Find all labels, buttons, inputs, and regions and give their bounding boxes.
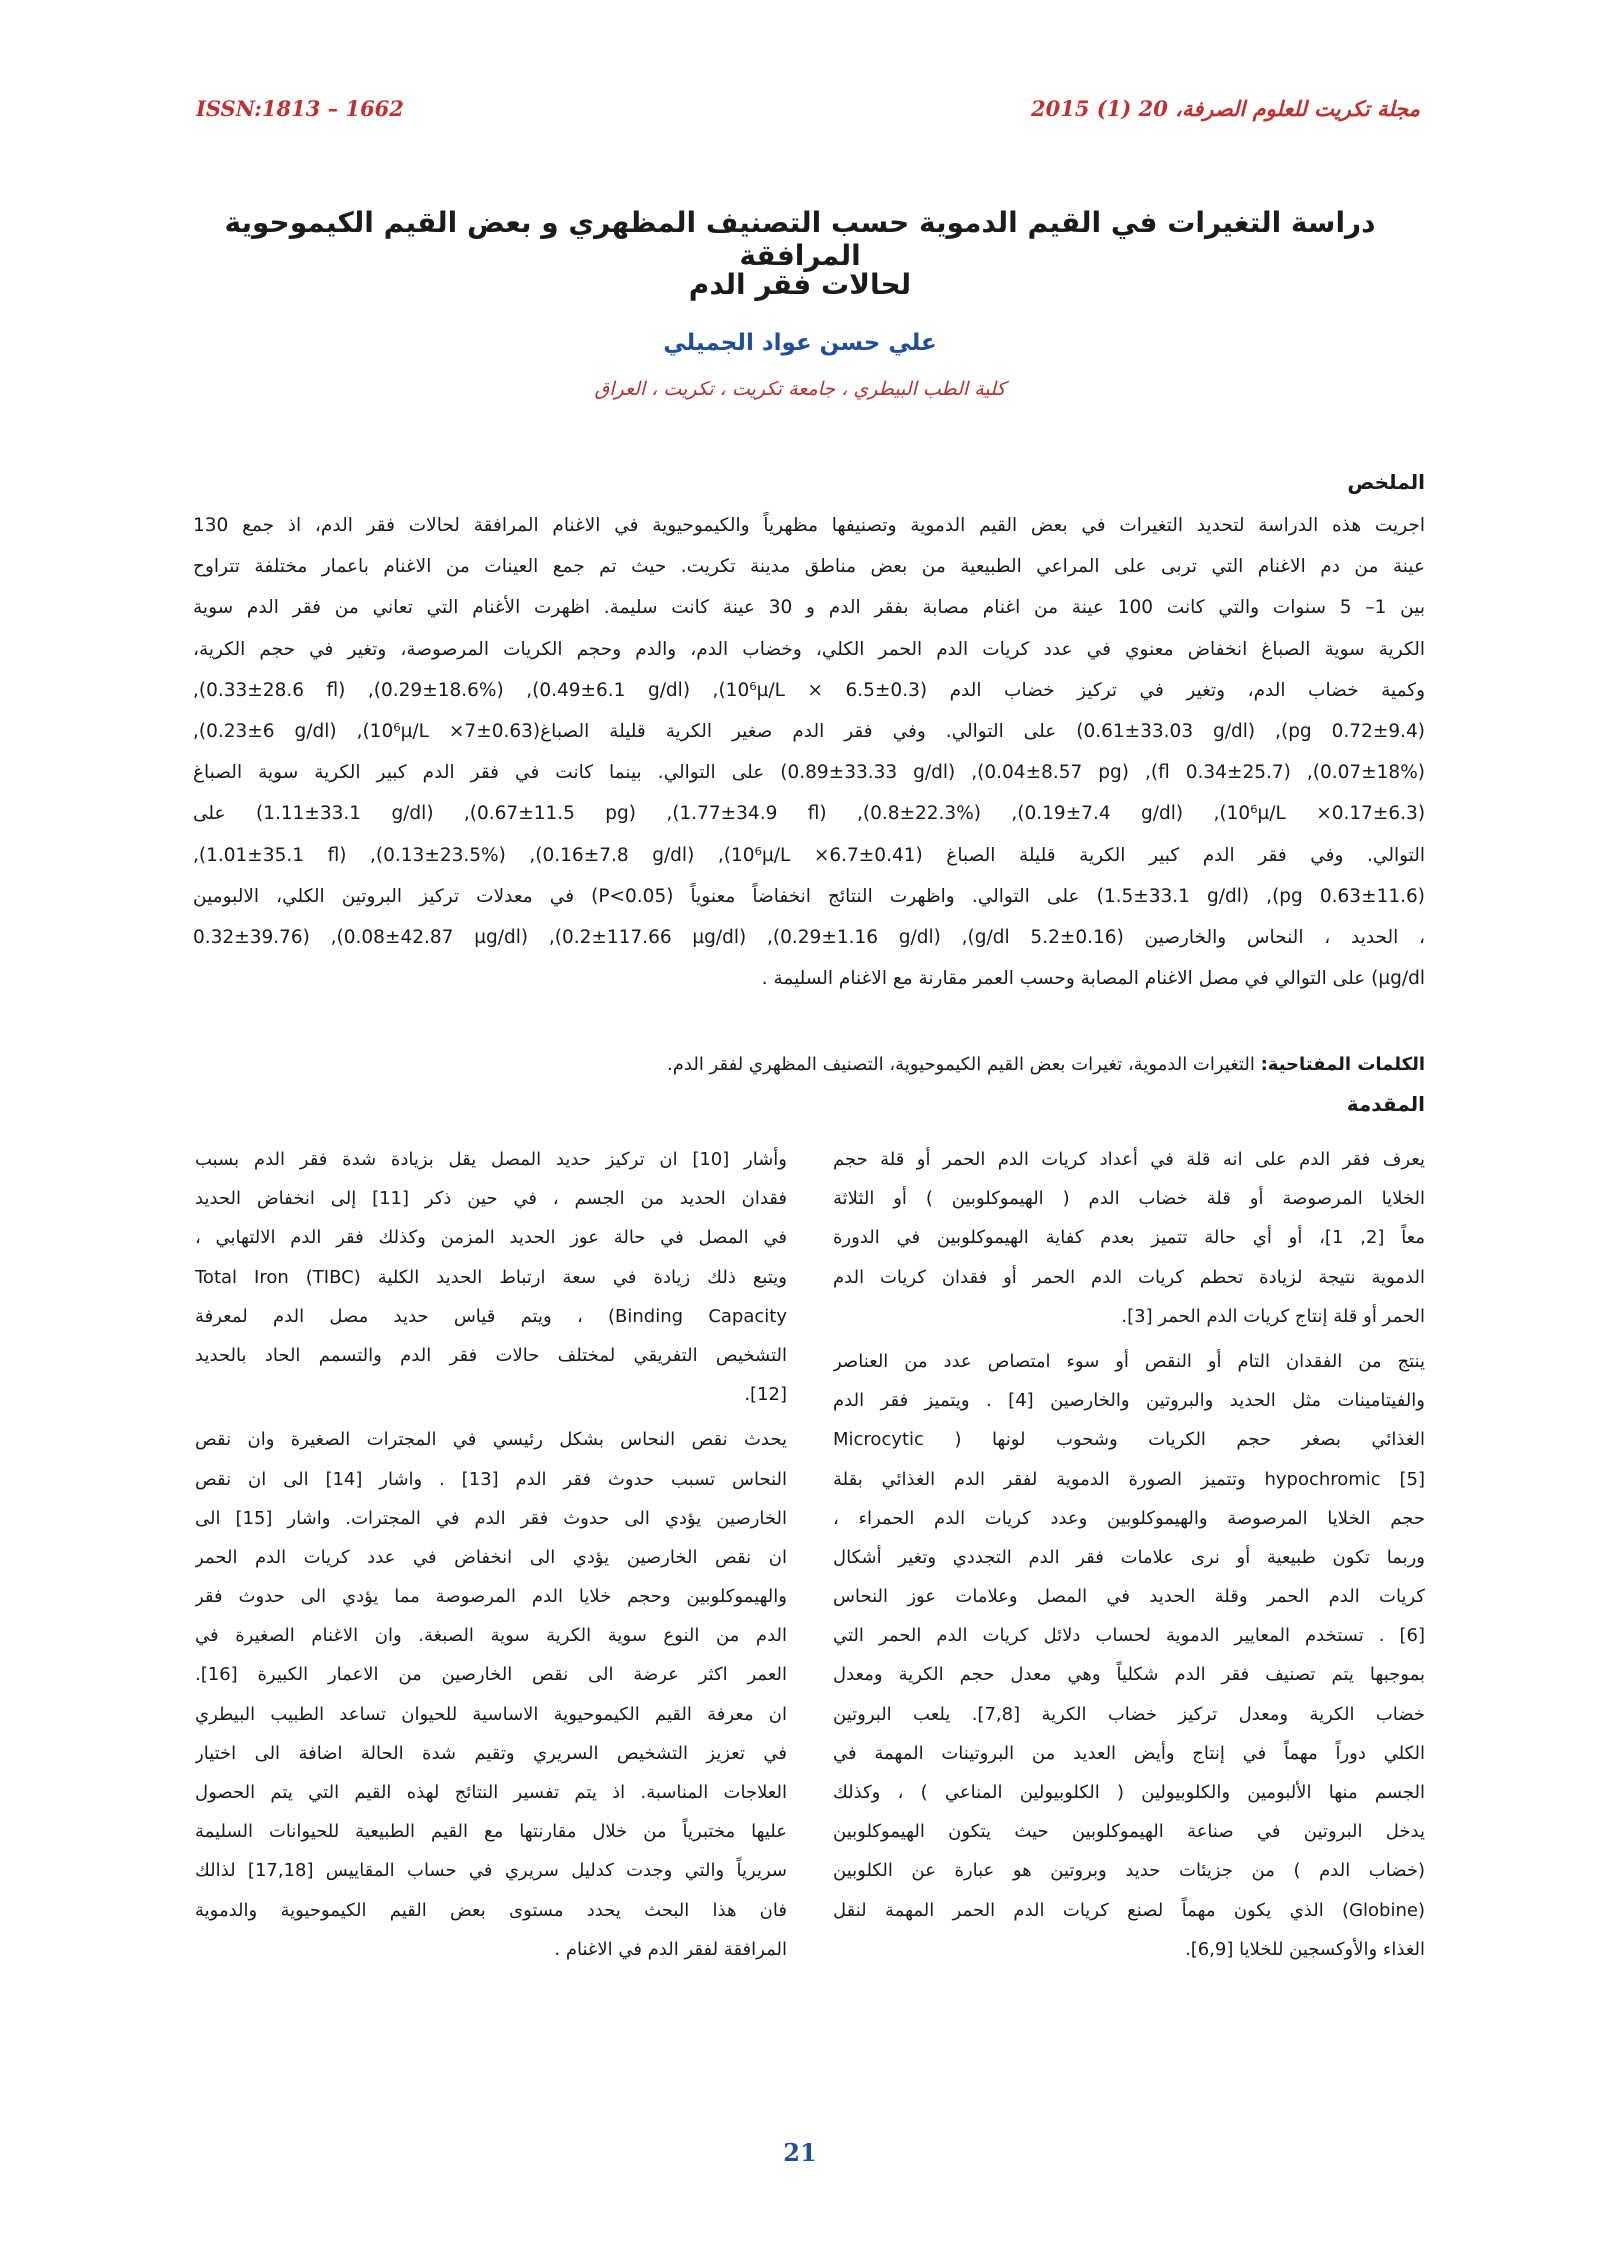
body-text-line: الخارصين يؤدي الى حدوث فقر الدم في المجترات. واشار [15] الى (195, 1507, 787, 1529)
abstract-heading: الملخص (1347, 470, 1425, 494)
body-text-line: فان هذا البحث يحدد مستوى بعض القيم الكيموحيوية والدموية (195, 1899, 787, 1921)
body-text-line: الجسم منها الألبومين والكلوبيولين ( الكلوبيولين المناعي ) ، وكذلك (833, 1782, 1425, 1803)
body-text-line: الدم من النوع سوية الكرية سوية الصبغة. وان الاغنام الصغيرة في (195, 1625, 787, 1647)
introduction-left-column (195, 1140, 787, 1969)
keywords (190, 1050, 1425, 1080)
body-text-line: حجم الخلايا المرصوصة والهيموكلوبين وعدد كريات الدم الحمراء ، (833, 1507, 1425, 1529)
body-text-line: [12]. (744, 1384, 787, 1406)
abstract-line: (0.17±6.3× 10⁶µ/L), (0.19±7.4 g/dl), (0.8±22.3%), (1.77±34.9 fl), (0.67±11.5 pg), (1.11±33.1 g/dl) على (193, 803, 1425, 825)
body-text-line: وربما تكون طبيعية أو نرى علامات فقر الدم التجددي وتغير أشكال (833, 1546, 1425, 1568)
body-text-line: ويتبع ذلك زيادة في سعة ارتباط الحديد الكلية (Total Iron (TIBC (195, 1266, 787, 1288)
body-text-line: معاً [2, 1]، أو أي حالة تتميز بعدم كفاية الهيموكلوبين في الدورة (833, 1227, 1425, 1249)
body-text-line: والفيتامينات مثل الحديد والبروتين والخارصين [4] . ويتميز فقر الدم (833, 1390, 1425, 1412)
body-text-line: فقدان الحديد من الجسم ، في حين ذكر [11] إلى انخفاض الحديد (195, 1188, 787, 1210)
body-text-line: العمر اكثر عرضة الى نقص الخارصين من الاعمار الكبيرة [16]. (195, 1664, 787, 1686)
author-affiliation: كلية الطب البيطري ، جامعة تكريت ، تكريت ، العراق (594, 378, 1006, 400)
body-text-line: hypochromic [5] وتتميز الصورة الدموية لفقر الدم الغذائي بقلة (833, 1468, 1425, 1490)
body-text-line: (خضاب الدم ) من جزيئات حديد وبروتين هو عبارة عن الكلوبين (833, 1860, 1425, 1882)
body-text-line: في المصل في حالة عوز الحديد المزمن وكذلك فقر الدم الالتهابي ، (195, 1227, 787, 1249)
introduction-heading: المقدمة (1346, 1092, 1425, 1116)
body-text-line: يدخل البروتين في صناعة الهيموكلوبين حيث يتكون الهيموكلوبين (833, 1821, 1425, 1843)
introduction-right-column (833, 1140, 1425, 1969)
body-text-line: المرافقة لفقر الدم في الاغنام . (554, 1938, 787, 1960)
abstract-line: ، الحديد ، النحاس والخارصين (0.16±5.2 g/dl), (0.29±1.16 g/dl), (0.2±117.66 µg/dl), (0.08±42.87 µg/dl), (0.32±39.76 (193, 927, 1425, 948)
body-text-line: والهيموكلوبين وحجم خلايا الدم المرصوصة مما يؤدي الى حدوث فقر (195, 1586, 787, 1608)
body-text-line: وأشار [10] ان تركيز حديد المصل يقل بزيادة شدة فقر الدم بسبب (195, 1149, 787, 1170)
body-text-line: النحاس تسبب حدوث فقر الدم [13] . واشار [14] الى ان نقص (195, 1468, 787, 1490)
abstract-line: وكمية خضاب الدم، وتغير في تركيز خضاب الدم (0.3±6.5 × 10⁶µ/L), (0.49±6.1 g/dl), (0.29±18.6%), (0.33±28.6 fl), (193, 679, 1425, 701)
body-text-line: خضاب الكرية ومعدل تركيز خضاب الكرية [7,8]. يلعب البروتين (833, 1703, 1425, 1725)
body-text-line: في تعزيز التشخيص السريري وتقيم شدة الحالة اضافة الى اختيار (195, 1742, 787, 1764)
body-text-line: الخلايا المرصوصة أو قلة خضاب الدم ( الهيموكلوبين ) أو الثلاثة (833, 1188, 1425, 1210)
body-text-line: التشخيص التفريقي لمختلف حالات فقر الدم والتسمم الحاد بالحديد (195, 1344, 787, 1366)
abstract-line: الكرية سوية الصباغ انخفاض معنوي في عدد كريات الدم الحمر الكلي، وخضاب الدم، والدم وحجم الكريات المرصوصة، وتغير في حجم الكرية، (193, 638, 1425, 660)
issn-label: ISSN:1813 – 1662 (196, 96, 404, 121)
abstract-line: عينة من دم الاغنام التي تربى على المراعي الطبيعية من بعض مناطق مدينة تكريت. حيث تم جمع العينات من الاغنام باعمار مختلفة تتراوح (193, 556, 1425, 578)
abstract-line: بين 1– 5 سنوات والتي كانت 100 عينة من اغنام مصابة بفقر الدم و 30 عينة كانت سليمة. اظهرت الأغنام التي تعاني من فقر الدم سوية (193, 597, 1425, 619)
body-text-line: الدموية نتيجة لزيادة تحطم كريات الدم الحمر أو فقدان كريات الدم (833, 1266, 1425, 1288)
article-title-line-2: لحالات فقر الدم (688, 268, 912, 301)
body-text-line: يحدث نقص النحاس بشكل رئيسي في المجترات الصغيرة وان نقص (195, 1429, 787, 1451)
abstract-line: (0.07±18%), (0.34±25.7 fl), (0.04±8.57 pg), (0.89±33.33 g/dl) على التوالي. بينما كانت في فقر الدم كبير الكرية سوية الصباغ (193, 762, 1425, 784)
body-text-line: (Globine) الذي يكون مهماً لصنع كريات الدم الحمر المهمة لنقل (833, 1899, 1425, 1921)
keywords-text: التغيرات الدموية، تغيرات بعض القيم الكيموحيوية، التصنيف المظهري لفقر الدم. (667, 1054, 1255, 1075)
body-text-line: بموجبها يتم تصنيف فقر الدم شكلياً وهي معدل حجم الكرية ومعدل (833, 1664, 1425, 1686)
body-text-line: ان نقص الخارصين يؤدي الى انخفاض في عدد كريات الدم الحمر (195, 1546, 787, 1568)
body-text-line: يعرف فقر الدم على انه قلة في أعداد كريات الدم الحمر أو قلة حجم (833, 1149, 1425, 1170)
abstract-line: (0.72±9.4 pg), (0.61±33.03 g/dl) على التوالي. وفي فقر الدم صغير الكرية قليلة الصباغ(0.63±7× 10⁶µ/L), (0.23±6 g/dl), (193, 721, 1425, 742)
body-text-line: ينتج من الفقدان التام أو النقص أو سوء امتصاص عدد من العناصر (833, 1350, 1425, 1372)
body-text-line: Binding Capacity) ، ويتم قياس حديد مصل الدم لمعرفة (195, 1305, 787, 1327)
body-text-line: الحمر أو قلة إنتاج كريات الدم الحمر [3]. (1121, 1305, 1425, 1327)
keywords-label: الكلمات المفتاحية: (1260, 1054, 1425, 1075)
body-text-line: الغذائي بصغر حجم الكريات وشحوب لونها ( Microcytic (833, 1429, 1425, 1451)
abstract-line: µg/dl) على التوالي في مصل الاغنام المصابة وحسب العمر مقارنة مع الاغنام السليمة . (761, 968, 1425, 990)
body-text-line: [6] . تستخدم المعايير الدموية لحساب دلائل كريات الدم الحمر التي (833, 1625, 1425, 1647)
author-name: علي حسن عواد الجميلي (663, 330, 937, 356)
body-text-line: عليها مختبرياً من خلال مقارنتها مع القيم الطبيعية للحيوانات السليمة (195, 1821, 787, 1843)
page-number: 21 (783, 2138, 817, 2167)
abstract-line: (0.63±11.6 pg), (1.5±33.1 g/dl) على التوالي. واظهرت النتائج انخفاضاً معنوياً (P<0.05) في معدلات تركيز البروتين الكلي، الالبومين (193, 885, 1425, 907)
abstract-line: اجريت هذه الدراسة لتحديد التغيرات في بعض القيم الدموية وتصنيفها مظهرياً والكيموحيوية في الاغنام المرافقة لحالات فقر الدم، اذ جمع 130 (193, 515, 1425, 536)
body-text-line: كريات الدم الحمر وقلة الحديد في المصل وعلامات عوز النحاس (833, 1586, 1425, 1608)
body-text-line: العلاجات المناسبة. اذ يتم تفسير النتائج لهذه القيم التي يتم الحصول (195, 1782, 787, 1803)
body-text-line: الغذاء والأوكسجين للخلايا [6,9]. (1185, 1938, 1425, 1960)
journal-citation: مجلة تكريت للعلوم الصرفة، 20 (1) 2015 (1031, 96, 1420, 121)
body-text-line: ان معرفة القيم الكيموحيوية الاساسية للحيوان تساعد الطبيب البيطري (195, 1703, 787, 1725)
body-text-line: سريرياً والتي وجدت كدليل سريري في حساب المقاييس [17,18] لذالك (195, 1860, 787, 1882)
abstract-line: التوالي. وفي فقر الدم كبير الكرية قليلة الصباغ (0.41±6.7× 10⁶µ/L), (0.16±7.8 g/dl), (0.13±23.5%), (1.01±35.1 fl), (193, 844, 1425, 866)
body-text-line: الكلي دوراً مهماً في إنتاج وأيض العديد من البروتينات المهمة في (833, 1742, 1425, 1764)
article-title-line-1: دراسة التغيرات في القيم الدموية حسب التصنيف المظهري و بعض القيم الكيموحوية المرافقة (224, 206, 1376, 272)
